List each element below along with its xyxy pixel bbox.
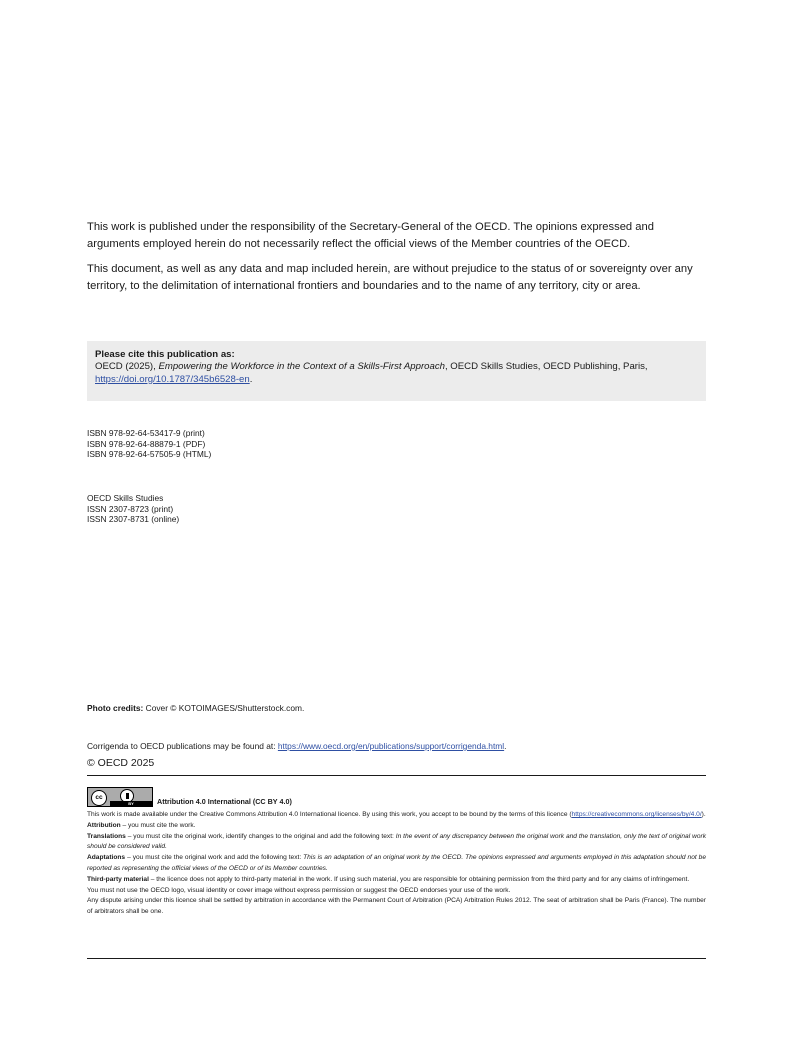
licence-url-open: ( bbox=[569, 811, 572, 818]
licence-third-party bbox=[87, 875, 706, 886]
translations-italic: In the event of any discrepancy between the original work and the translation, only the text of original work should be considered valid. bbox=[87, 832, 706, 851]
disclaimer-paragraph-2: This document, as well as any data and map included herein, are without prejudice to the status of or sovereignty over any territory, to the delimitation of international frontiers and boundaries and to the name of any territory, city or area. bbox=[87, 263, 693, 292]
cc-icon: cc bbox=[91, 790, 107, 806]
series-name: OECD Skills Studies bbox=[87, 493, 164, 503]
adaptations-text: – you must cite the original work and add the following text: bbox=[125, 854, 304, 862]
translations-label: Translations bbox=[87, 832, 126, 840]
licence-title: Attribution 4.0 International (CC BY 4.0) bbox=[157, 797, 292, 806]
licence-dispute: Any dispute arising under this licence shall be settled by arbitration in accordance with the Permanent Court of Arbitration (PCA) Arbitration Rules 2012. The seat of arbitration shall be Paris (France). The number of arbitrators shall be one. bbox=[87, 897, 706, 916]
citation-doi-link[interactable]: https://doi.org/10.1787/345b6528-en bbox=[95, 373, 250, 385]
licence-url-link[interactable]: https://creativecommons.org/licenses/by/4.0/ bbox=[571, 811, 702, 818]
divider-bottom bbox=[87, 958, 706, 959]
isbn-html: ISBN 978-92-64-57505-9 (HTML) bbox=[87, 449, 212, 459]
translations-text: – you must cite the original work, identify changes to the original and add the following text: bbox=[125, 832, 396, 840]
third-party-text: – the licence does not apply to third-party material in the work. If using such material, you are responsible for obtaining permission from the third party and for any claims of infringement. bbox=[148, 875, 690, 883]
licence-adaptations bbox=[87, 853, 706, 875]
adaptations-italic: This is an adaptation of an original work by the OECD. The opinions expressed and arguments employed in this adaptation should not be reported as representing the official views of the OECD or of its Member countries. bbox=[87, 854, 706, 872]
licence-url-close: ). bbox=[701, 811, 706, 818]
licence-logo-use: You must not use the OECD logo, visual identity or cover image without express permission or suggest the OECD endorses your use of the work. bbox=[87, 886, 511, 894]
isbn-list bbox=[87, 428, 211, 460]
licence-text bbox=[87, 810, 706, 918]
adaptations-label: Adaptations bbox=[87, 854, 126, 862]
licence-intro-text: This work is made available under the Creative Commons Attribution 4.0 International licence. By using this work, you accept to be bound by the terms of this licence bbox=[87, 811, 568, 818]
third-party-label: Third-party material bbox=[87, 875, 149, 883]
corrigenda-end: . bbox=[504, 741, 507, 751]
series-info bbox=[87, 493, 179, 525]
corrigenda-text: Corrigenda to OECD publications may be found at: bbox=[87, 741, 278, 751]
issn-online: ISSN 2307-8731 (online) bbox=[87, 514, 180, 524]
licence-header bbox=[87, 785, 292, 807]
licence-attribution bbox=[87, 821, 706, 832]
isbn-pdf: ISBN 978-92-64-88879-1 (PDF) bbox=[87, 438, 206, 449]
photo-credits-label: Photo credits: bbox=[87, 703, 144, 713]
attribution-text: – you must cite the work. bbox=[120, 821, 196, 829]
disclaimer bbox=[87, 219, 706, 303]
issn-print: ISSN 2307-8723 (print) bbox=[87, 503, 174, 514]
disclaimer-paragraph-1: This work is published under the responsibility of the Secretary-General of the OECD. The opinions expressed and arguments employed herein do not necessarily reflect the official views of the Member countries of the OECD. bbox=[87, 221, 654, 250]
citation-prefix: OECD (2025), bbox=[95, 361, 159, 373]
cc-by-badge-icon bbox=[87, 787, 153, 807]
citation-end: . bbox=[249, 373, 253, 385]
licence-intro bbox=[87, 810, 706, 821]
copyright-notice: © OECD 2025 bbox=[87, 757, 155, 769]
photo-credits bbox=[87, 703, 304, 713]
isbn-print: ISBN 978-92-64-53417-9 (print) bbox=[87, 428, 205, 438]
by-label: BY bbox=[110, 801, 152, 806]
corrigenda-note bbox=[87, 741, 506, 751]
citation-box bbox=[87, 341, 706, 401]
citation-label: Please cite this publication as: bbox=[95, 349, 235, 360]
citation-suffix: , OECD Skills Studies, OECD Publishing, Paris, bbox=[444, 361, 648, 373]
photo-credits-text: Cover © KOTOIMAGES/Shutterstock.com. bbox=[143, 703, 305, 713]
corrigenda-link[interactable]: https://www.oecd.org/en/publications/support/corrigenda.html bbox=[277, 741, 505, 751]
citation-title: Empowering the Workforce in the Context of a Skills-First Approach bbox=[158, 361, 445, 373]
divider-top bbox=[87, 775, 706, 776]
attribution-label: Attribution bbox=[87, 821, 121, 829]
licence-translations bbox=[87, 832, 706, 854]
